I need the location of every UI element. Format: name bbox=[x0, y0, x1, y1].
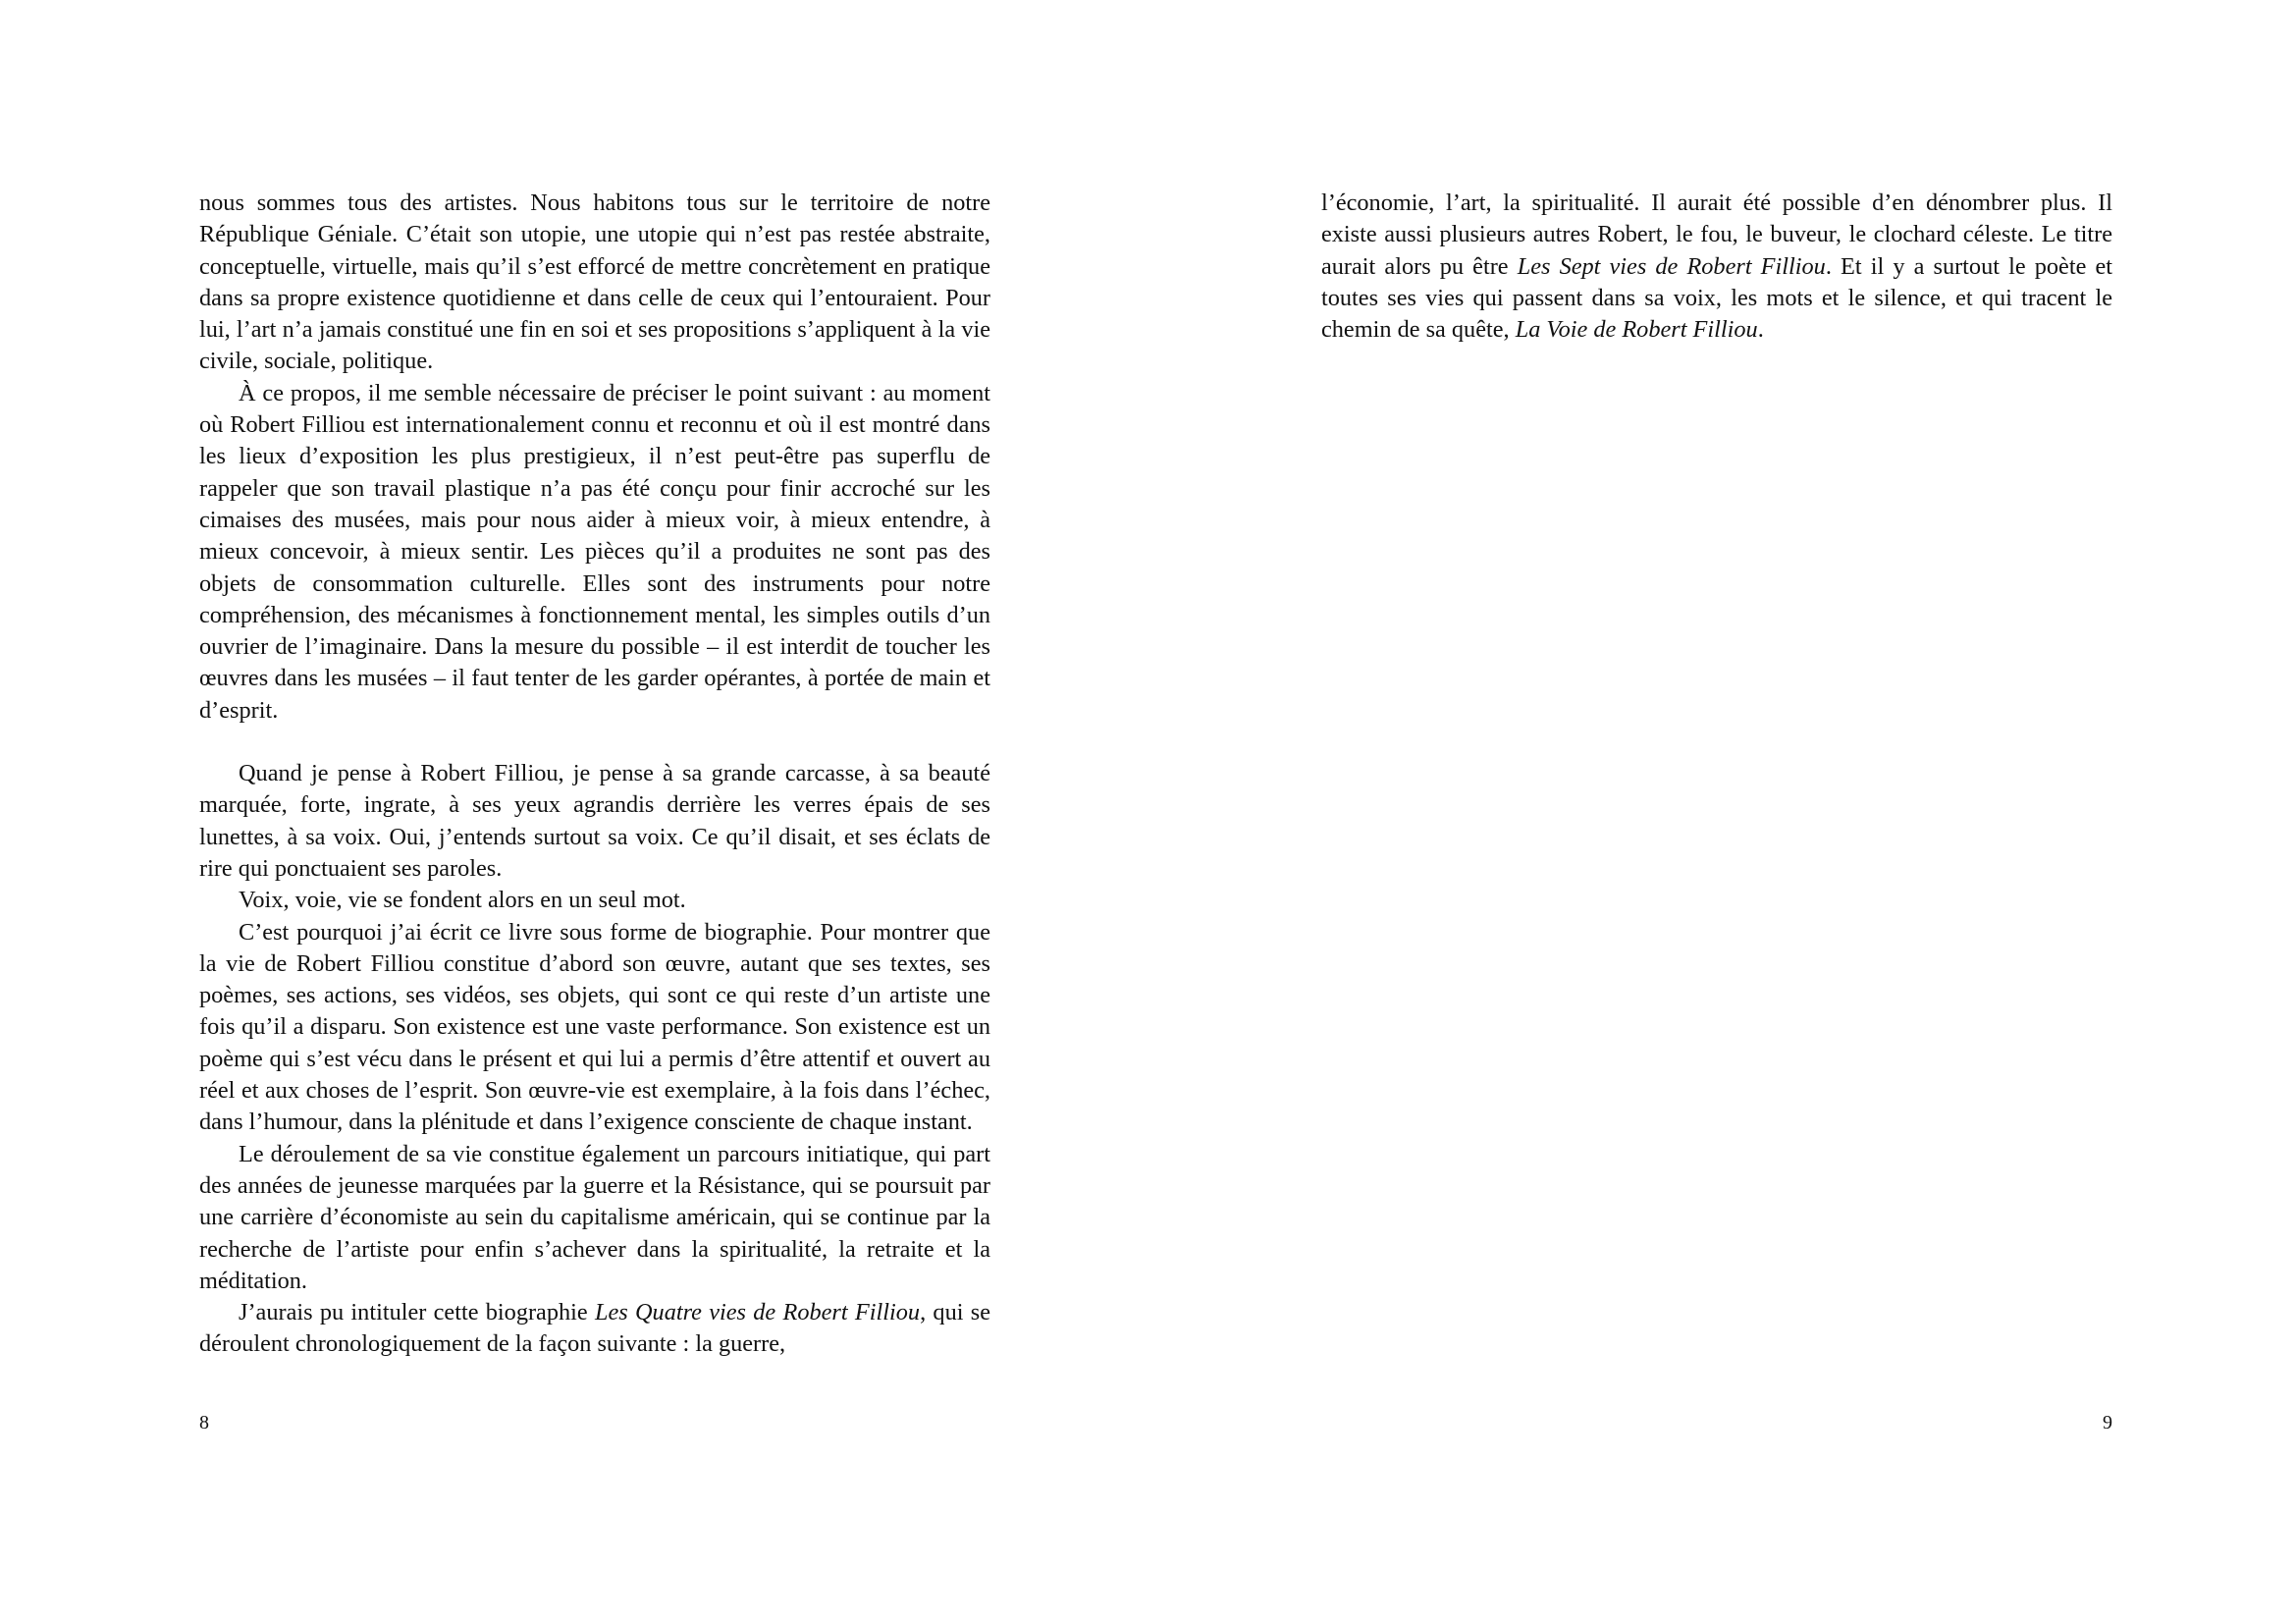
paragraph-7 bbox=[199, 1297, 990, 1361]
book-title-la-voie: La Voie de Robert Filliou bbox=[1515, 316, 1758, 344]
paragraph-4: Voix, voie, vie se fondent alors en un seul mot. bbox=[239, 887, 686, 914]
paragraph-6: Le déroulement de sa vie constitue également un parcours initiatique, qui part des années de jeunesse marquées par la guerre et la Résistance, qui se poursuit par une carrière d’économiste au sein du capitalisme américain, qui se continue par la recherche de l’artiste pour enfin s’achever dans la spiritualité, la retraite et la méditation. bbox=[199, 1140, 990, 1294]
paragraph-8-part-2: . Et il y a surtout le poète et toutes ses vies qui passent dans sa voix, les mots et le silence, et qui tracent le chemin de sa quête, bbox=[1321, 252, 2113, 344]
book-title-sept-vies: Les Sept vies de Robert Filliou bbox=[1517, 252, 1826, 280]
left-page-text bbox=[199, 188, 990, 1361]
paragraph-3: Quand je pense à Robert Filliou, je pense à sa grande carcasse, à sa beauté marquée, forte, ingrate, à ses yeux agrandis derrière les verres épais de ses lunettes, à sa voix. Oui, j’entends surtout sa voix. Ce qu’il disait, et ses éclats de rire qui ponctuaient ses paroles. bbox=[199, 760, 990, 882]
paragraph-5: C’est pourquoi j’ai écrit ce livre sous forme de biographie. Pour montrer que la vie de Robert Filliou constitue d’abord son œuvre, autant que ses textes, ses poèmes, ses actions, ses vidéos, ses objets, qui sont ce qui reste d’un artiste une fois qu’il a disparu. Son existence est une vaste performance. Son existence est un poème qui s’est vécu dans le présent et qui lui a permis d’être attentif et ouvert au réel et aux choses de l’esprit. Son œuvre-vie est exemplaire, à la fois dans l’échec, dans l’humour, dans la plénitude et dans l’exigence consciente de chaque instant. bbox=[199, 918, 990, 1136]
page-number-right: 9 bbox=[2103, 1412, 2112, 1434]
book-title-quatre-vies: Les Quatre vies de Robert Filliou bbox=[594, 1299, 921, 1326]
paragraph-7-text-before: J’aurais pu intituler cette biographie bbox=[239, 1299, 595, 1326]
paragraph-8-part-3: . bbox=[1757, 316, 1764, 344]
paragraph-1: nous sommes tous des artistes. Nous habitons tous sur le territoire de notre République Géniale. C’était son utopie, une utopie qui n’est pas restée abstraite, conceptuelle, virtuelle, mais qu’il s’est efforcé de mettre concrètement en pratique dans sa propre existence quotidienne et dans celle de ceux qui l’entouraient. Pour lui, l’art n’a jamais constitué une fin en soi et ses propositions s’appliquent à la vie civile, sociale, politique. bbox=[199, 189, 990, 375]
paragraph-8-part-1: l’économie, l’art, la spiritualité. Il aurait été possible d’en dénombrer plus. Il existe aussi plusieurs autres Robert, le fou, le buveur, le clochard céleste. Le titre aurait alors pu être bbox=[1321, 189, 2112, 280]
paragraph-7-text-after: , qui se déroulent chronologiquement de la façon suivante : la guerre, bbox=[199, 1299, 990, 1358]
right-page bbox=[1148, 0, 2296, 1623]
paragraph-2: À ce propos, il me semble nécessaire de préciser le point suivant : au moment où Robert Filliou est internationalement connu et reconnu et où il est montré dans les lieux d’exposition les plus prestigieux, il n’est peut-être pas superflu de rappeler que son travail plastique n’a pas été conçu pour finir accroché sur les cimaises des musées, mais pour nous aider à mieux voir, à mieux entendre, à mieux concevoir, à mieux sentir. Les pièces qu’il a produites ne sont pas des objets de consommation culturelle. Elles sont des instruments pour notre compréhension, des mécanismes à fonctionnement mental, les simples outils d’un ouvrier de l’imaginaire. Dans la mesure du possible – il est interdit de toucher les œuvres dans les musées – il faut tenter de les garder opérantes, à portée de main et d’esprit. bbox=[199, 379, 990, 724]
paragraph-8 bbox=[1321, 188, 2112, 346]
page-number-left: 8 bbox=[199, 1412, 209, 1434]
right-page-text bbox=[1321, 188, 2112, 346]
